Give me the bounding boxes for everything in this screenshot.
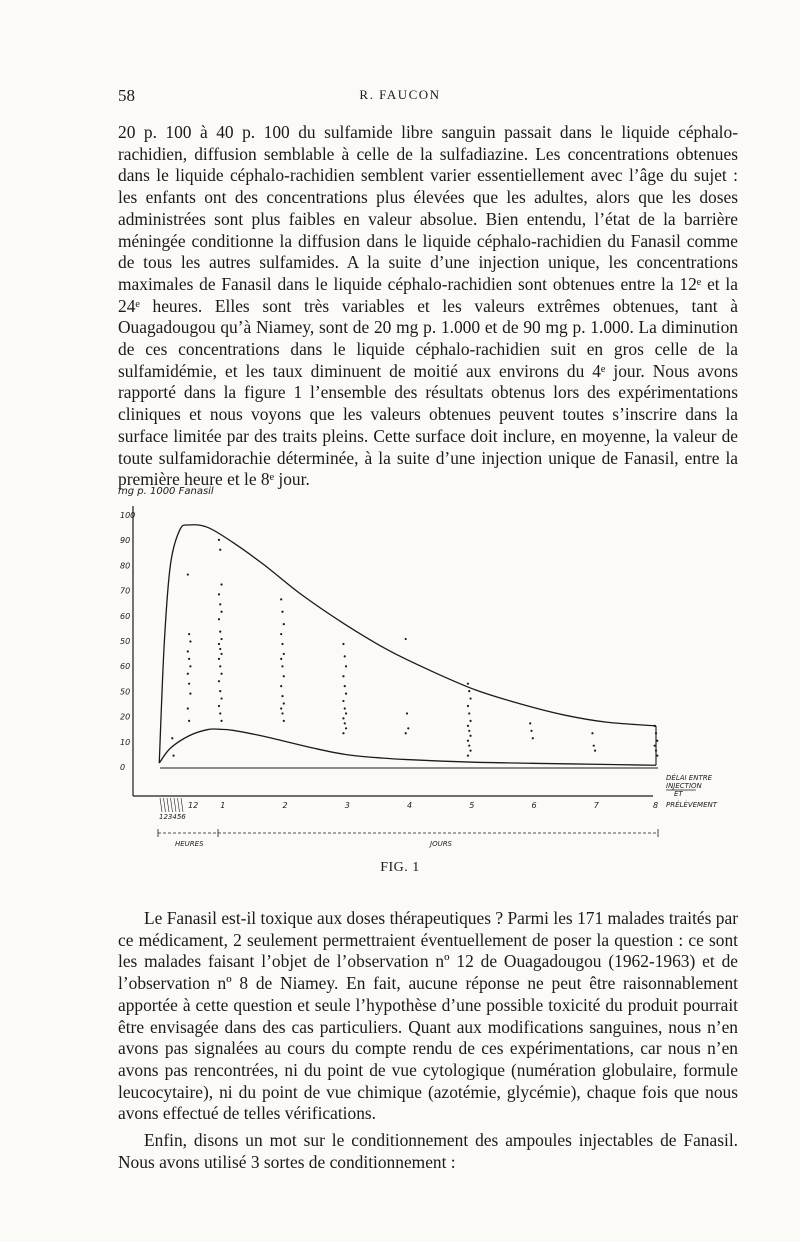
x-tick-label: 12 — [188, 801, 199, 810]
x-axis-note-line-3: ET — [674, 790, 683, 798]
data-point — [218, 643, 220, 645]
data-point — [280, 633, 282, 635]
data-point — [218, 705, 220, 707]
x-tick-label: 8 — [653, 801, 659, 810]
data-point — [188, 633, 190, 635]
data-point — [654, 725, 656, 727]
y-tick-label: 50 — [120, 637, 131, 646]
y-tick-label: 100 — [120, 511, 136, 520]
data-point — [283, 653, 285, 655]
data-point — [171, 737, 173, 739]
data-point — [469, 735, 471, 737]
paragraph-3: Enfin, disons un mot sur le conditionnement des ampoules injectables de Fanasil. Nous avons utilisé 3 sortes de conditionnement : — [118, 1130, 738, 1172]
data-point — [220, 611, 222, 613]
y-tick-label: 80 — [120, 561, 131, 571]
data-point — [220, 638, 222, 640]
data-point — [405, 638, 407, 640]
data-point — [345, 665, 347, 667]
data-point — [219, 648, 221, 650]
data-point — [468, 712, 470, 714]
page-number: 58 — [118, 86, 135, 105]
x-tick-label: 2 — [282, 801, 288, 810]
data-point — [220, 720, 222, 722]
data-point — [219, 712, 221, 714]
x-days-label: JOURS — [430, 840, 453, 848]
hour-hatch-mark — [167, 798, 169, 812]
data-point — [218, 539, 220, 541]
data-point — [467, 740, 469, 742]
data-point — [345, 712, 347, 714]
data-point — [172, 755, 174, 757]
data-point — [283, 675, 285, 677]
data-point — [344, 707, 346, 709]
x-tick-label: 3 — [344, 801, 350, 810]
data-point — [187, 573, 189, 575]
running-head: R. FAUCON — [359, 87, 441, 102]
data-point — [189, 640, 191, 642]
data-point — [187, 673, 189, 675]
data-point — [280, 707, 282, 709]
upper-envelope-curve — [159, 525, 656, 763]
x-hour-ticks: 123456 — [159, 813, 186, 821]
data-point — [187, 707, 189, 709]
data-point — [469, 697, 471, 699]
data-point — [654, 745, 656, 747]
data-point — [280, 658, 282, 660]
data-point — [656, 755, 658, 757]
data-point — [281, 712, 283, 714]
data-point — [342, 675, 344, 677]
data-point — [220, 653, 222, 655]
data-point — [342, 643, 344, 645]
data-point — [468, 745, 470, 747]
data-point — [219, 690, 221, 692]
data-point — [280, 685, 282, 687]
hour-hatch-mark — [171, 798, 173, 812]
data-point — [591, 732, 593, 734]
figure-1 — [100, 480, 780, 865]
data-point — [220, 673, 222, 675]
data-point — [345, 693, 347, 695]
data-point — [467, 683, 469, 685]
y-tick-label: 50 — [120, 687, 131, 697]
figure-caption: FIG. 1 — [380, 860, 420, 875]
page-header — [100, 86, 700, 110]
data-point — [468, 690, 470, 692]
data-point — [189, 665, 191, 667]
y-tick-label: 60 — [120, 662, 131, 672]
data-point — [656, 740, 658, 742]
data-point — [219, 603, 221, 605]
y-tick-label: 0 — [120, 763, 126, 772]
data-point — [469, 750, 471, 752]
x-hours-label: HEURES — [175, 840, 204, 848]
hour-hatch-mark — [181, 798, 183, 812]
data-point — [345, 727, 347, 729]
data-point — [469, 720, 471, 722]
data-point — [342, 717, 344, 719]
data-point — [281, 643, 283, 645]
x-axis-note-line-1: DÉLAI ENTRE — [666, 774, 713, 782]
hour-hatch-mark — [164, 798, 166, 812]
data-point — [218, 658, 220, 660]
data-point — [283, 702, 285, 704]
data-point — [188, 658, 190, 660]
x-tick-label: 4 — [407, 801, 413, 810]
data-point — [280, 598, 282, 600]
data-point — [281, 695, 283, 697]
data-point — [344, 655, 346, 657]
data-point — [407, 727, 409, 729]
y-tick-label: 90 — [120, 536, 131, 546]
data-point — [344, 685, 346, 687]
data-point — [467, 725, 469, 727]
data-point — [219, 549, 221, 551]
data-point — [220, 697, 222, 699]
data-point — [467, 705, 469, 707]
data-point — [655, 732, 657, 734]
lower-envelope-curve — [159, 729, 656, 765]
y-axis-label: mg p. 1000 Fanasil — [118, 486, 214, 497]
chart-static — [118, 486, 718, 848]
data-point — [218, 593, 220, 595]
data-point — [655, 750, 657, 752]
data-point — [342, 700, 344, 702]
data-point — [281, 665, 283, 667]
data-point — [405, 732, 407, 734]
paragraph-1: 20 p. 100 à 40 p. 100 du sulfamide libre sanguin passait dans le liquide céphalo-rachidien, diffusion semblable à celle de la sulfadiazine. Les concentrations obtenues dans le liquide céphalo-rachidien semblent varier essentiellement avec l’âge du sujet : les enfants ont des concentrations plus élevées que les adultes, alors que les doses administrées sont plus faibles en valeur absolue. Bien entendu, l’état de la barrière méningée conditionne la diffusion dans le liquide céphalo-rachidien du Fanasil comme de tous les autres sulfamides. A la suite d’une injection unique, les concentrations maximales de Fanasil dans le liquide céphalo-rachidien sont obtenues entre la 12ᵉ et la 24ᵉ heures. Elles sont très variables et les valeurs extrêmes obtenues, tant à Ouagadougou qu’à Niamey, sont de 20 mg p. 1.000 et de 90 mg p. 1.000. La diminution de ces concentrations dans le liquide céphalo-rachidien suit en gros celle de la sulfamidémie, et les taux diminuent de moitié aux environs du 4ᵉ jour. Nous avons rapporté dans la figure 1 l’ensemble des résultats obtenus lors des expérimentations cliniques et nous voyons que les valeurs obtenues peuvent toutes s’inscrire dans la surface limitée par des traits pleins. Cette surface doit inclure, en moyenne, la valeur de toute sulfamidorachie déterminée, à la suite d’une injection unique de Fanasil, entre la première heure et le 8ᵉ jour. — [118, 122, 738, 490]
x-tick-label: 5 — [469, 801, 475, 810]
hour-hatch-mark — [174, 798, 176, 812]
data-point — [344, 722, 346, 724]
data-point — [530, 730, 532, 732]
y-tick-label: 70 — [120, 586, 131, 596]
y-tick-label: 60 — [120, 611, 131, 621]
y-tick-label: 20 — [120, 712, 131, 722]
data-point — [593, 745, 595, 747]
data-point — [219, 631, 221, 633]
chart — [100, 480, 780, 865]
data-point — [283, 720, 285, 722]
data-point — [220, 583, 222, 585]
hour-hatch-mark — [178, 798, 180, 812]
data-point — [532, 737, 534, 739]
data-point — [281, 611, 283, 613]
data-point — [189, 693, 191, 695]
x-axis-note-line-2: INJECTION — [666, 782, 702, 790]
data-point — [187, 650, 189, 652]
x-tick-label: 6 — [531, 801, 537, 810]
data-point — [529, 722, 531, 724]
paragraph-2: Le Fanasil est-il toxique aux doses thérapeutiques ? Parmi les 171 malades traités par ce médicament, 2 seulement permettraient éventuellement de poser la question : ce sont les malades faisant l’objet de l’observation nº 12 de Ouagadougou (1962-1963) et de l’observation nº 8 de Niamey. En fait, aucune réponse ne peut être raisonnablement apportée à cette question et seule l’hypothèse d’une possible toxicité du produit pourrait être envisagée dans des cas particuliers. Quant aux modifications sanguines, nous n’en avons pas signalées au cours du compte rendu de ces expérimentations, car nous n’en avons pas rencontrées, ni du point de vue cytologique (numération globulaire, formule leucocytaire), ni du point de vue chimique (azotémie, glycémie), chaque fois que nous avons effectué de telles vérifications. — [118, 908, 738, 1124]
data-point — [218, 618, 220, 620]
hour-hatch-mark — [160, 798, 162, 812]
data-point — [467, 755, 469, 757]
data-point — [188, 720, 190, 722]
data-point — [188, 683, 190, 685]
data-point — [594, 750, 596, 752]
y-tick-label: 10 — [120, 737, 131, 747]
x-tick-label: 1 — [220, 801, 226, 810]
data-point — [468, 730, 470, 732]
x-tick-label: 7 — [593, 801, 599, 810]
data-point — [406, 712, 408, 714]
data-point — [283, 623, 285, 625]
data-point — [218, 680, 220, 682]
x-axis-note-line-4: PRÉLÈVEMENT — [666, 801, 718, 809]
data-point — [342, 732, 344, 734]
data-point — [219, 665, 221, 667]
